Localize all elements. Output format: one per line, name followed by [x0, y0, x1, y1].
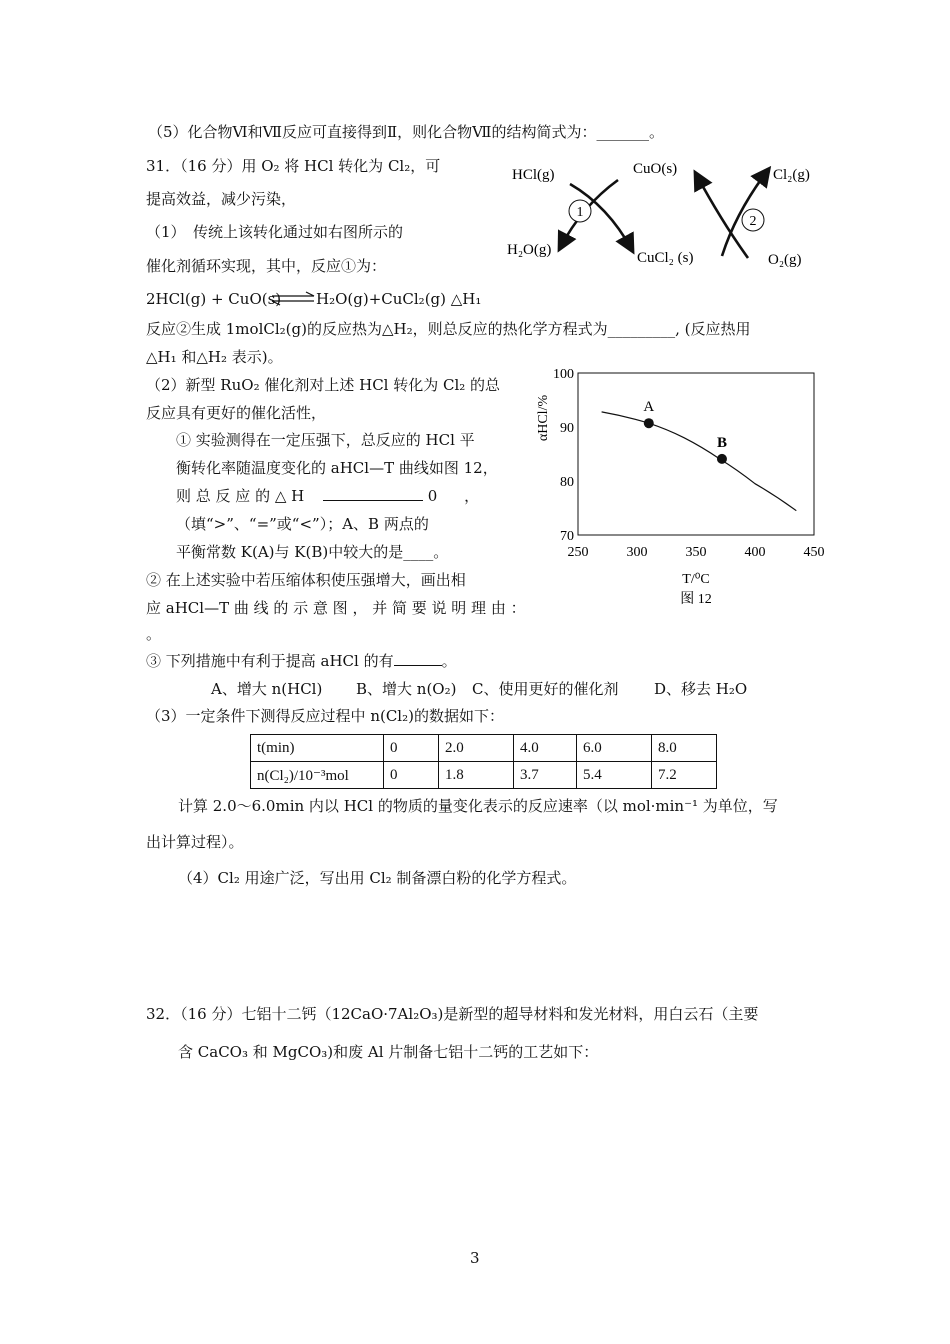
delta-h-blank[interactable] — [323, 500, 423, 501]
zero-text: 0 — [427, 487, 438, 505]
table-cell: 5.4 — [577, 762, 652, 789]
q31-p1-line3: 反应②生成 1molCl₂(g)的反应热为△H₂，则总反应的热化学方程式为_________, (反应热用 — [146, 320, 751, 338]
q31-p2-s2-line2: 应 aHCl—T 曲 线 的 示 意 图 ， 并 简 要 说 明 理 由 ： — [146, 599, 526, 617]
x-axis-label: T/⁰C — [682, 572, 710, 587]
x-tick-label: 350 — [685, 545, 707, 560]
y-tick-label: 90 — [560, 421, 574, 436]
x-tick-label: 400 — [744, 545, 766, 560]
x-tick-label: 450 — [803, 545, 825, 560]
q31-p2-s1-line1: ① 实验测得在一定压强下，总反应的 HCl 平 — [176, 431, 475, 449]
table-cell: 2.0 — [439, 735, 514, 762]
table-cell: t(min) — [251, 735, 384, 762]
conversion-chart — [525, 358, 845, 613]
option-a: A、增大 n(HCl) — [211, 680, 323, 698]
q31-p1-line4: △H₁ 和△H₂ 表示)。 — [146, 348, 283, 366]
table-cell: 8.0 — [652, 735, 717, 762]
point-A — [644, 418, 654, 428]
q31-intro-2: 提高效益，减少污染， — [146, 190, 297, 208]
table-cell: 0 — [384, 762, 439, 789]
table-cell: n(Cl₂)/10⁻³mol — [251, 762, 384, 789]
table-cell: 1.8 — [439, 762, 514, 789]
label-hcl: HCl(g) — [512, 167, 555, 183]
delta-h-text: 则 总 反 应 的 △ H — [176, 487, 305, 505]
y-tick-label: 100 — [553, 367, 574, 382]
comma-text: ， — [464, 487, 480, 505]
y-tick-label: 70 — [560, 529, 574, 544]
q31-intro-1: 31．（16 分）用 O₂ 将 HCl 转化为 Cl₂，可 — [146, 157, 441, 175]
table-cell: 4.0 — [514, 735, 577, 762]
measures-end: 。 — [441, 652, 457, 670]
equation-left: 2HCl(g) + CuO(s) — [146, 290, 282, 308]
table-cell: 0 — [384, 735, 439, 762]
q31-p2-s2-line3: 。 — [146, 625, 162, 643]
option-b: B、增大 n(O₂) — [356, 680, 457, 698]
q31-p1-line1: （1） 传统上该转化通过如右图所示的 — [146, 223, 404, 241]
q31-p2-s2-line1: ② 在上述实验中若压缩体积使压强增大，画出相 — [146, 571, 466, 589]
x-tick-label: 250 — [567, 545, 589, 560]
arrow-cucl2-to-cuo — [696, 174, 748, 258]
table-row — [251, 735, 717, 762]
y-tick-label: 80 — [560, 475, 574, 490]
q31-p3-line3: 出计算过程）。 — [146, 833, 244, 851]
page-number: 3 — [470, 1249, 480, 1267]
point-label: A — [643, 399, 655, 416]
y-axis-label: αHCl/% — [536, 394, 551, 442]
plot-frame — [578, 373, 814, 535]
label-cl2: Cl₂(g) — [773, 167, 810, 183]
point-label: B — [716, 434, 727, 451]
table-cell: 7.2 — [652, 762, 717, 789]
option-c: C、使用更好的催化剂 — [472, 680, 619, 698]
catalyst-cycle-diagram — [500, 152, 830, 277]
table-cell: 3.7 — [514, 762, 577, 789]
q32-line1: 32．（16 分）七铝十二钙（12CaO·7Al₂O₃)是新型的超导材料和发光材料，用白云石（主要 — [146, 1005, 759, 1023]
point-B — [717, 454, 727, 464]
q31-p2-s3-line1 — [146, 651, 457, 671]
chart-title: 图 12 — [680, 592, 712, 607]
q30-line5: （5）化合物Ⅵ和Ⅶ反应可直接得到Ⅱ，则化合物Ⅶ的结构简式为：_______。 — [148, 123, 665, 141]
measures-text: ③ 下列措施中有利于提高 aHCl 的有 — [146, 652, 394, 670]
label-cucl2: CuCl₂ (s) — [637, 250, 694, 266]
measures-blank[interactable] — [394, 665, 442, 666]
q31-p2-line1: （2）新型 RuO₂ 催化剂对上述 HCl 转化为 Cl₂ 的总 — [146, 376, 501, 394]
q31-p2-line2: 反应具有更好的催化活性， — [146, 404, 327, 422]
q32-line2: 含 CaCO₃ 和 MgCO₃)和废 Al 片制备七铝十二钙的工艺如下： — [178, 1043, 599, 1061]
step-2-label: 2 — [749, 214, 757, 229]
equation-right: H₂O(g)+CuCl₂(g) △H₁ — [316, 290, 482, 308]
q31-p2-s1-line3 — [176, 486, 479, 506]
q31-p4-line1: （4）Cl₂ 用途广泛，写出用 Cl₂ 制备漂白粉的化学方程式。 — [178, 869, 577, 887]
table-cell: 6.0 — [577, 735, 652, 762]
q31-p3-line1: （3）一定条件下测得反应过程中 n(Cl₂)的数据如下： — [146, 707, 504, 725]
x-tick-label: 300 — [626, 545, 648, 560]
step-1-label: 1 — [576, 205, 584, 220]
q31-p2-s1-line2: 衡转化率随温度变化的 aHCl—T 曲线如图 12， — [176, 459, 498, 477]
reversible-arrow-icon — [270, 291, 316, 307]
table-row — [251, 762, 717, 789]
data-table — [250, 734, 717, 789]
q31-p3-line2: 计算 2.0～6.0min 内以 HCl 的物质的量变化表示的反应速率（以 mol·min⁻¹ 为单位，写 — [178, 797, 778, 815]
q31-p1-line2: 催化剂循环实现，其中，反应①为： — [146, 257, 387, 275]
q31-p2-s1-line5: 平衡常数 K(A)与 K(B)中较大的是____。 — [176, 543, 449, 561]
option-d: D、移去 H₂O — [654, 680, 748, 698]
label-h2o: H₂O(g) — [507, 242, 552, 258]
label-cuo: CuO(s) — [633, 161, 678, 177]
series-line — [602, 412, 797, 511]
q31-p2-s1-line4: （填“>”、“=”或“<”）；A、B 两点的 — [176, 515, 429, 533]
label-o2: O₂(g) — [768, 252, 802, 268]
